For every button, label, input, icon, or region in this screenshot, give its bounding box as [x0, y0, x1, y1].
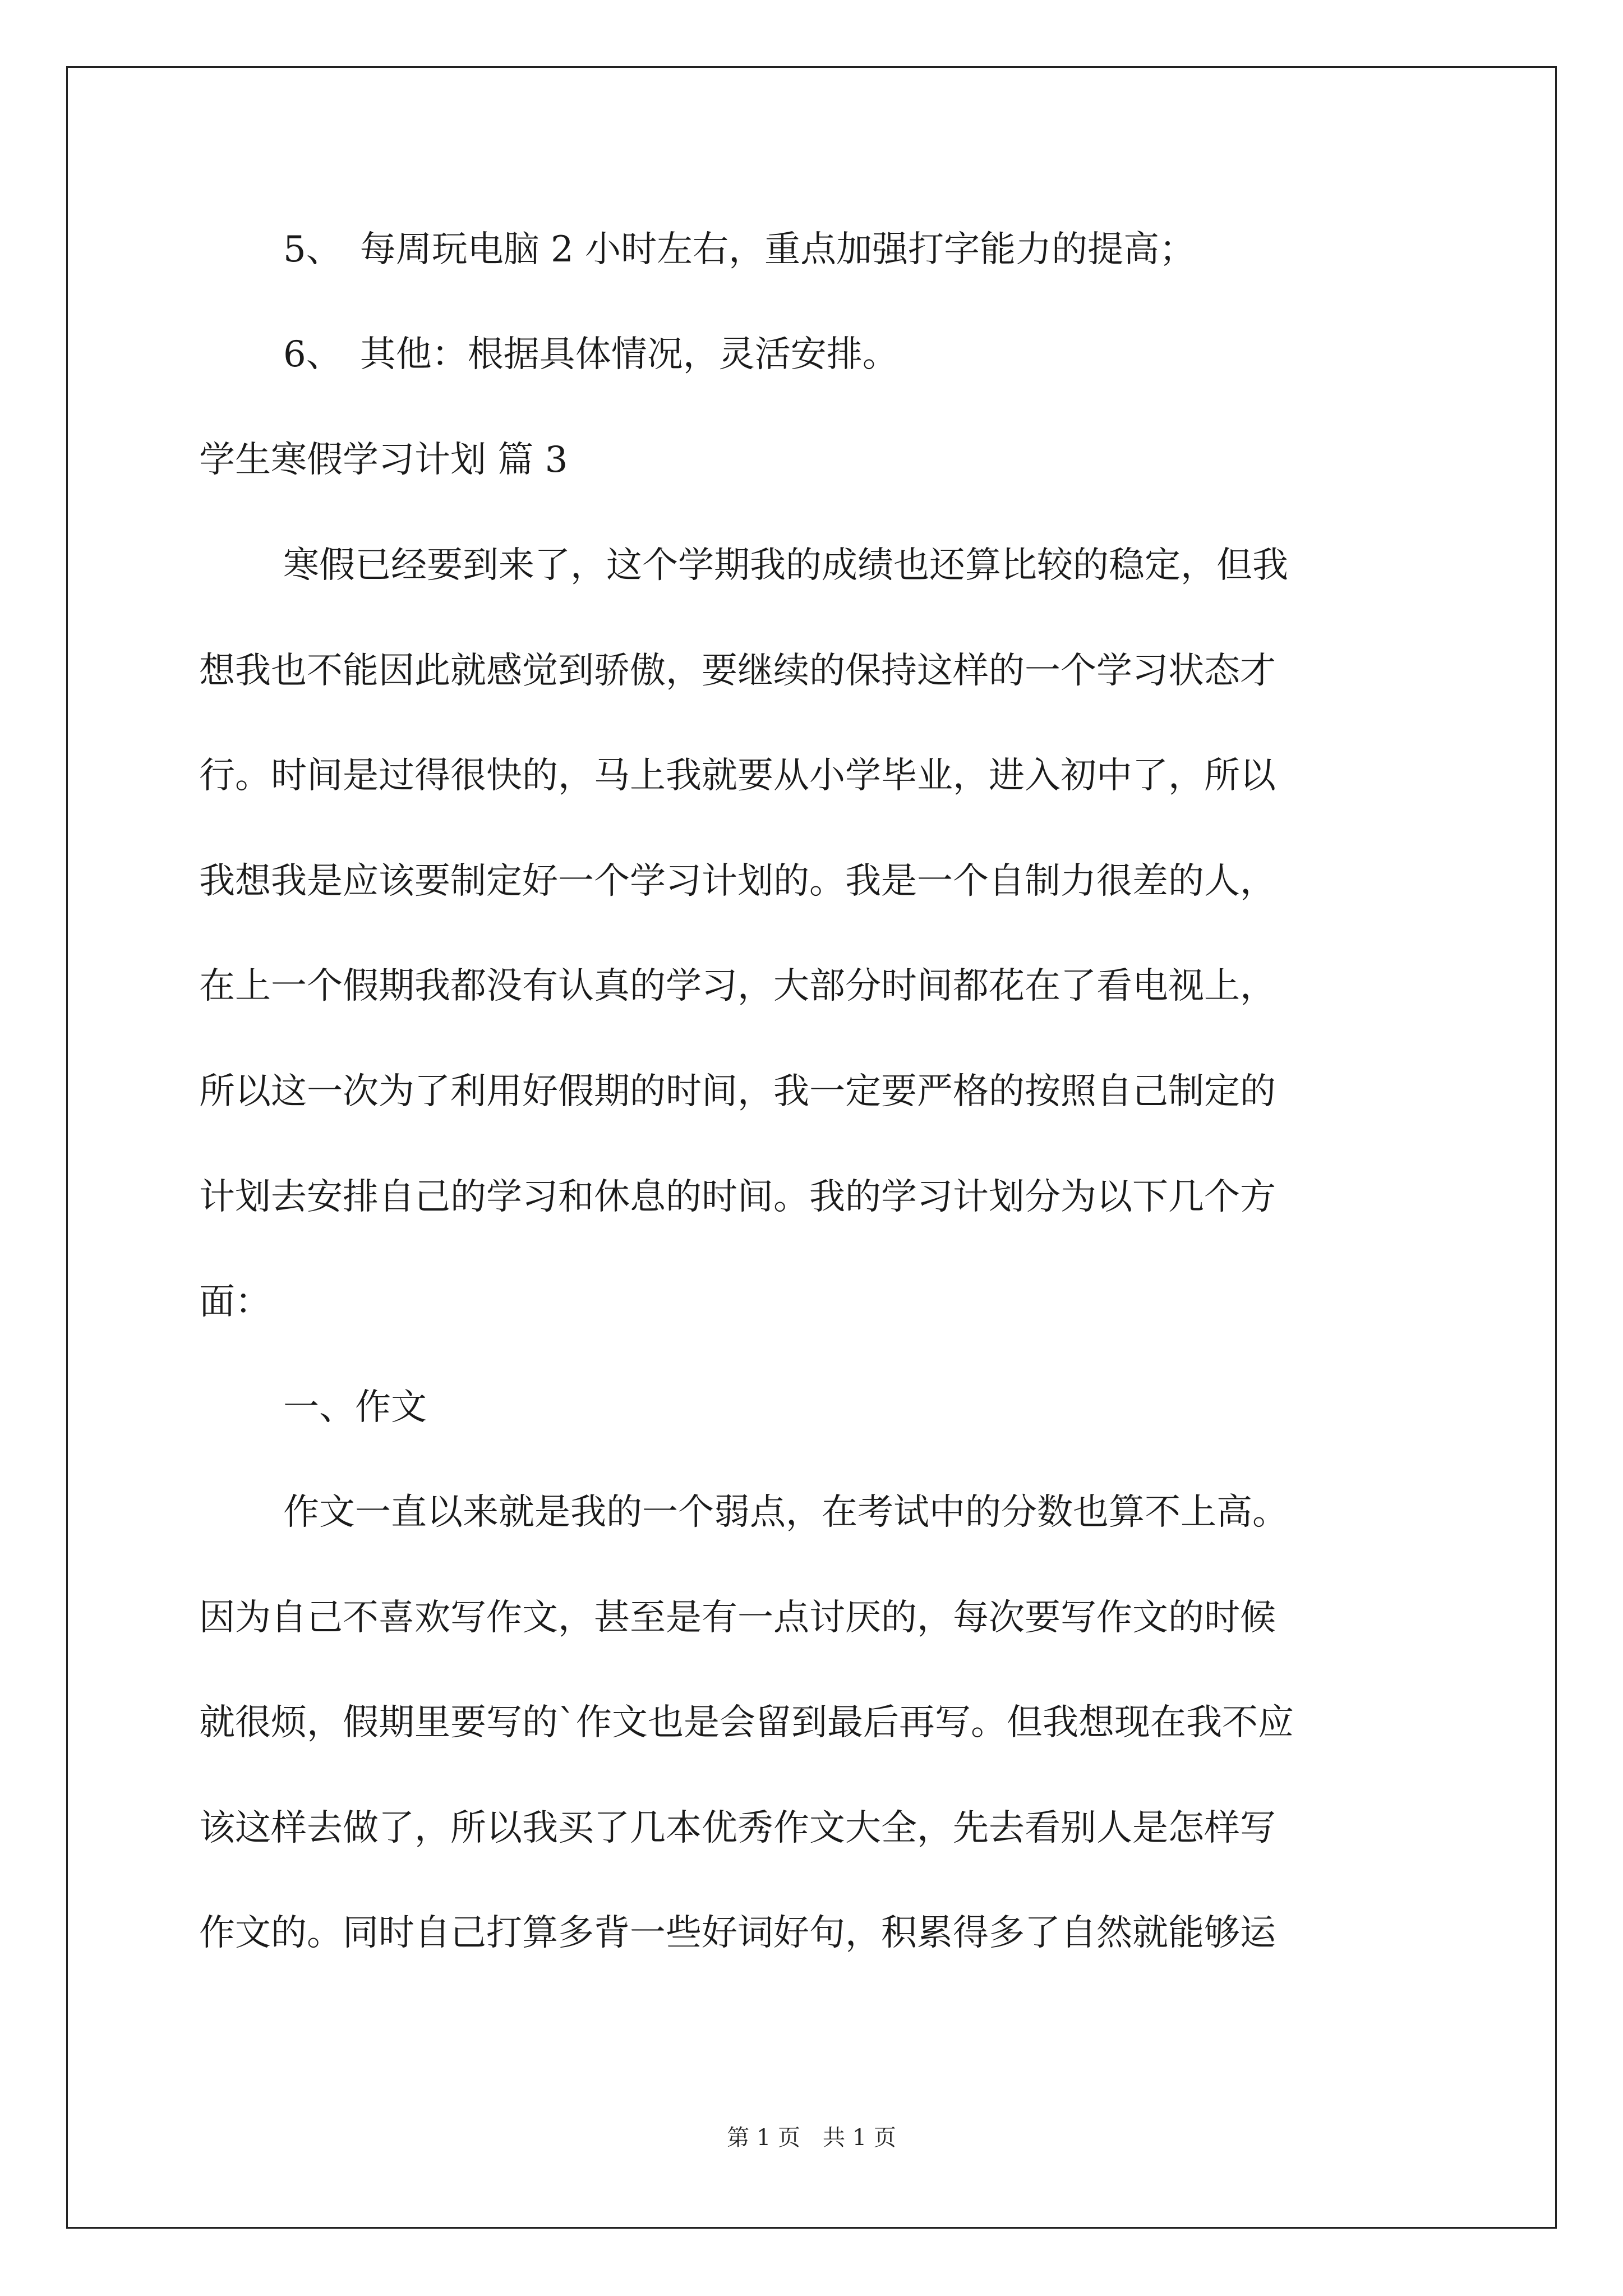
list-item-6: 6、 其他：根据具体情况，灵活安排。 [283, 334, 898, 375]
paragraph-line: 作文一直以来就是我的一个弱点，在考试中的分数也算不上高。 [283, 1492, 1288, 1533]
paragraph-line: 寒假已经要到来了，这个学期我的成绩也还算比较的稳定，但我 [283, 545, 1288, 586]
paragraph-line: 因为自己不喜欢写作文，甚至是有一点讨厌的，每次要写作文的时候 [199, 1597, 1276, 1639]
paragraph-line: 作文的。同时自己打算多背一些好词好句，积累得多了自然就能够运 [199, 1912, 1276, 1954]
paragraph-line: 在上一个假期我都没有认真的学习，大部分时间都花在了看电视上， [199, 965, 1276, 1007]
paragraph-line: 行。时间是过得很快的，马上我就要从小学毕业，进入初中了，所以 [199, 755, 1276, 797]
section-heading: 学生寒假学习计划 篇 3 [199, 439, 568, 481]
paragraph-line: 面： [199, 1281, 271, 1323]
paragraph-line: 就很烦，假期里要写的`作文也是会留到最后再写。但我想现在我不应 [199, 1702, 1294, 1743]
page-footer: 第 1 页 共 1 页 [727, 2125, 896, 2151]
paragraph-line: 所以这一次为了利用好假期的时间，我一定要严格的按照自己制定的 [199, 1071, 1276, 1112]
paragraph-line: 该这样去做了，所以我买了几本优秀作文大全，先去看别人是怎样写 [199, 1807, 1276, 1849]
paragraph-line: 计划去安排自己的学习和休息的时间。我的学习计划分为以下几个方 [199, 1176, 1276, 1218]
subheading: 一、作文 [283, 1387, 427, 1428]
paragraph-line: 我想我是应该要制定好一个学习计划的。我是一个自制力很差的人， [199, 861, 1276, 902]
list-item-5: 5、 每周玩电脑 2 小时左右，重点加强打字能力的提高； [283, 229, 1196, 270]
page-border [66, 66, 1557, 2229]
paragraph-line: 想我也不能因此就感觉到骄傲，要继续的保持这样的一个学习状态才 [199, 650, 1276, 692]
